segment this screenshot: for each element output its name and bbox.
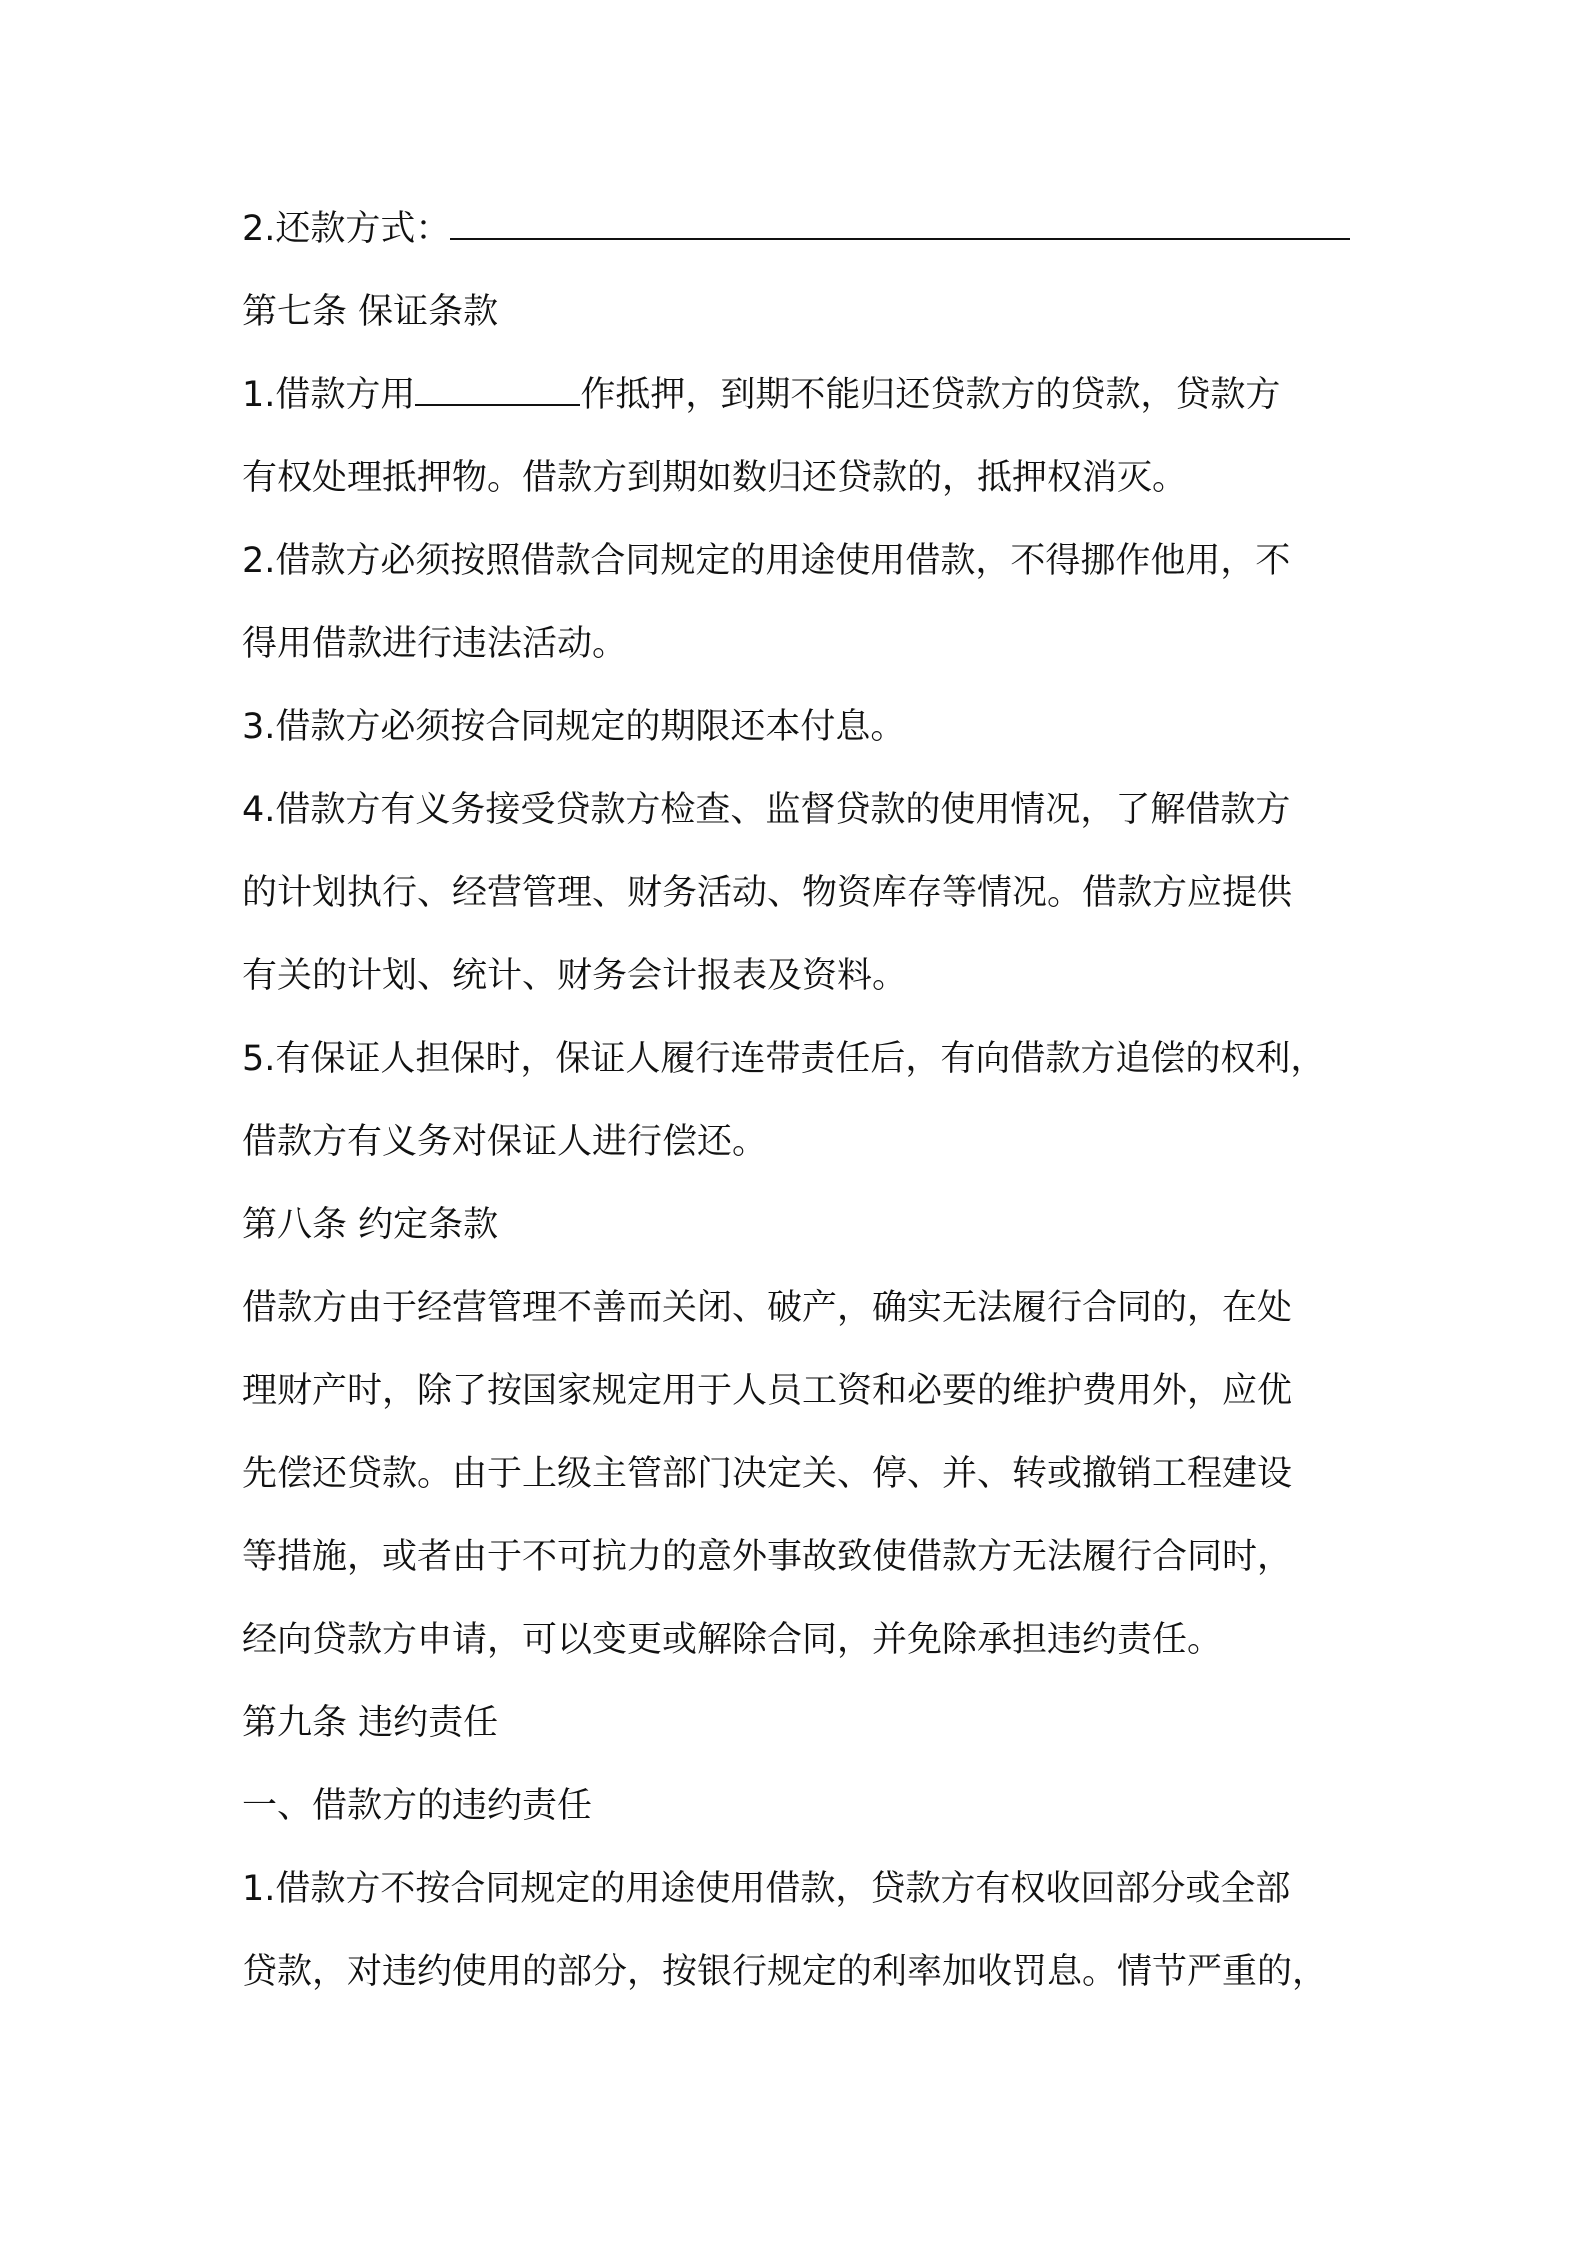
article-7-para-3: 3.借款方必须按合同规定的期限还本付息。 — [242, 707, 906, 747]
article-8-para-1-line-1: 借款方由于经营管理不善而关闭、破产，确实无法履行合同的，在处 — [242, 1288, 1293, 1328]
article-9-subtitle-1: 一、借款方的违约责任 — [242, 1786, 593, 1826]
article-8-para-1-line-4: 等措施，或者由于不可抗力的意外事故致使借款方无法履行合同时， — [242, 1537, 1293, 1577]
article-7-para-1-line-2: 有权处理抵押物。借款方到期如数归还贷款的，抵押权消灭。 — [242, 458, 1188, 498]
article-7-para-1-line-1 — [242, 374, 1354, 416]
article-8-para-1-line-5: 经向贷款方申请，可以变更或解除合同，并免除承担违约责任。 — [242, 1620, 1223, 1660]
repay-method-line — [242, 208, 1354, 250]
article-9-title: 第九条 违约责任 — [242, 1703, 499, 1743]
repay-method-label: 2.还款方式： — [242, 209, 451, 249]
article-7-para-5-line-2: 借款方有义务对保证人进行偿还。 — [242, 1122, 768, 1162]
article-7-para-4-line-3: 有关的计划、统计、财务会计报表及资料。 — [242, 956, 908, 996]
article-9-para-1-line-1: 1.借款方不按合同规定的用途使用借款，贷款方有权收回部分或全部 — [242, 1869, 1291, 1909]
article-8-para-1-line-3: 先偿还贷款。由于上级主管部门决定关、停、并、转或撤销工程建设 — [242, 1454, 1293, 1494]
article-8-title: 第八条 约定条款 — [242, 1205, 499, 1245]
article-7-para-4-line-1: 4.借款方有义务接受贷款方检查、监督贷款的使用情况，了解借款方 — [242, 790, 1291, 830]
repay-method-blank[interactable] — [450, 208, 1350, 240]
article-7-para-2-line-1: 2.借款方必须按照借款合同规定的用途使用借款，不得挪作他用，不 — [242, 541, 1291, 581]
collateral-blank[interactable] — [415, 374, 580, 406]
collateral-prefix: 1.借款方用 — [242, 375, 416, 415]
article-7-para-5-line-1: 5.有保证人担保时，保证人履行连带责任后，有向借款方追偿的权利， — [242, 1039, 1326, 1079]
collateral-suffix: 作抵押，到期不能归还贷款方的贷款，贷款方 — [580, 375, 1281, 415]
article-8-para-1-line-2: 理财产时，除了按国家规定用于人员工资和必要的维护费用外，应优 — [242, 1371, 1293, 1411]
article-7-para-2-line-2: 得用借款进行违法活动。 — [242, 624, 628, 664]
article-7-para-4-line-2: 的计划执行、经营管理、财务活动、物资库存等情况。借款方应提供 — [242, 873, 1293, 913]
article-7-title: 第七条 保证条款 — [242, 292, 499, 332]
article-9-para-1-line-2: 贷款，对违约使用的部分，按银行规定的利率加收罚息。情节严重的， — [242, 1952, 1328, 1992]
